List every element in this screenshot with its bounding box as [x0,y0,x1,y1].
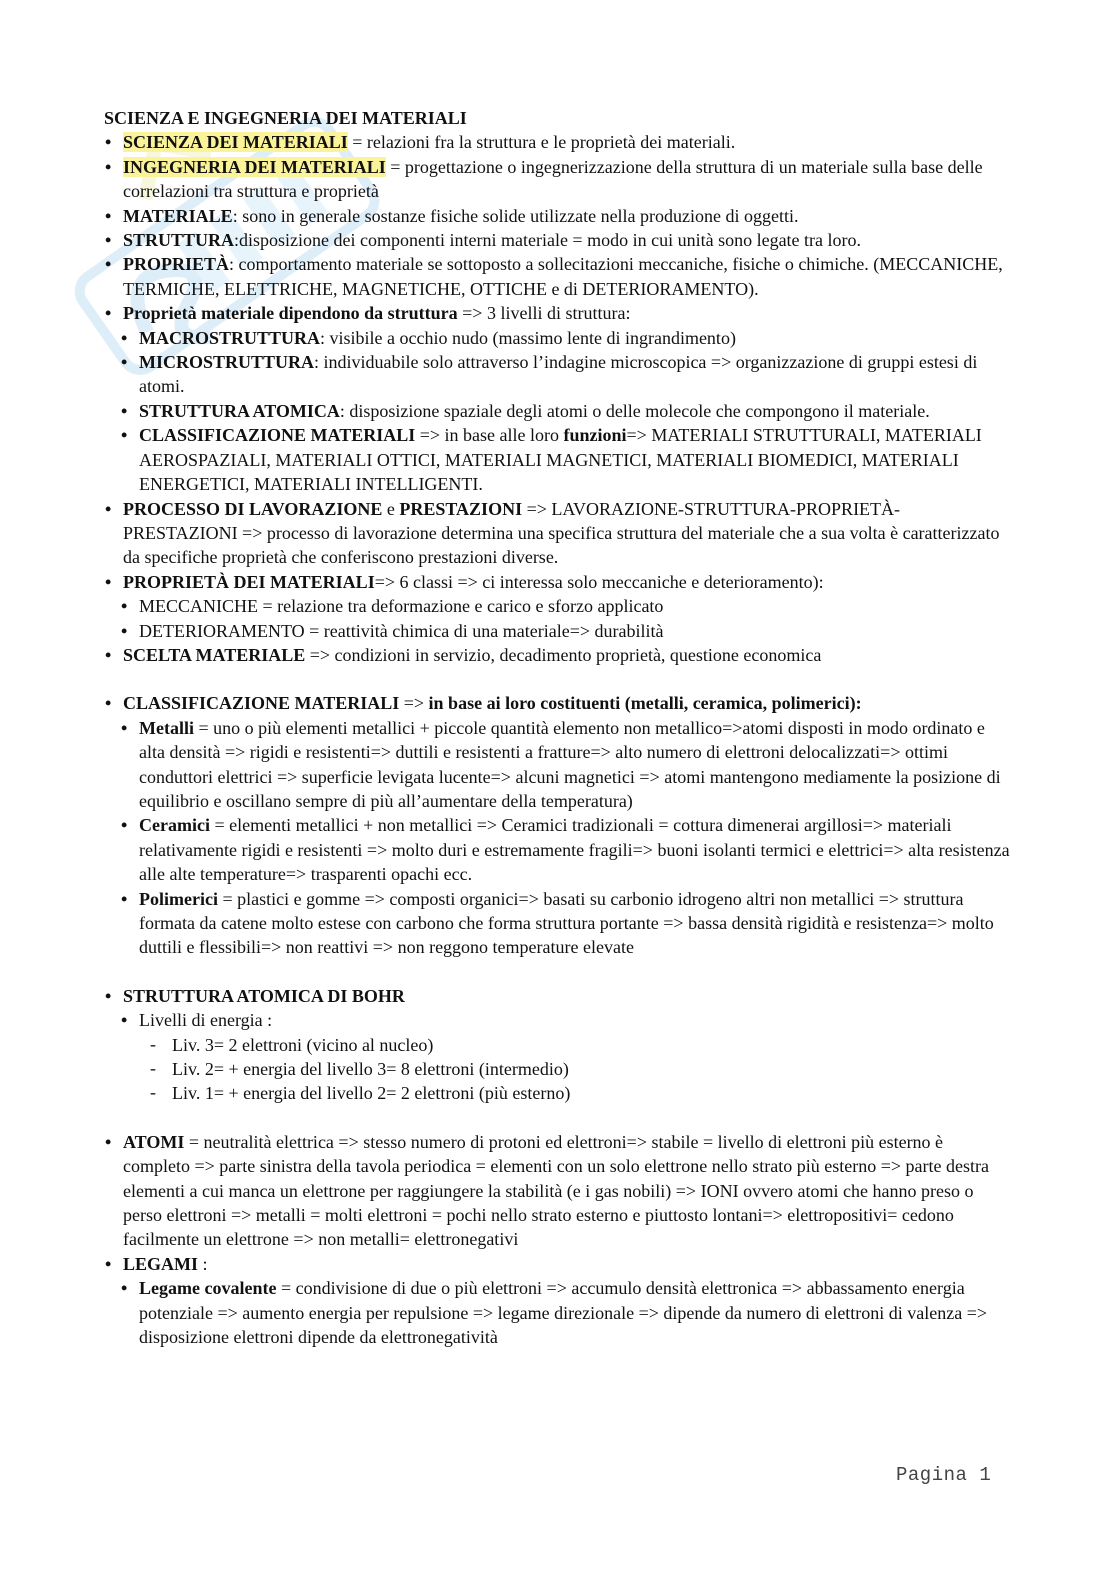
list-item: • PROCESSO DI LAVORAZIONE e PRESTAZIONI => LAVORAZIONE-STRUTTURA-PROPRIETÀ-PRESTAZIONI => processo di lavorazione determina una specifica struttura del materiale che a sua volta è caratterizzato da specifiche proprietà che conferiscono prestazioni diverse. [104,497,1010,570]
list-item: • LEGAMI : [104,1252,1010,1276]
sub-list-item: • Metalli = uno o più elementi metallici + piccole quantità elemento non metallico=>atomi disposti in modo ordinato e alta densità => rigidi e resistenti=> duttili e resistenti a fratture=> alto numero di elettroni delocalizzati=> ottimi conduttori elettrici => superficie levigata lucente=> alcuni magnetici => atomi mantengono mediamente la posizione di equilibrio e oscillano sempre di più all’aumentare della temperatura) [104,716,1010,814]
list-item: • MATERIALE: sono in generale sostanze fisiche solide utilizzate nella produzione di oggetti. [104,204,1010,228]
sub-list-item: • Legame covalente = condivisione di due o più elettroni => accumulo densità elettronica => abbassamento energia potenziale => aumento energia per repulsione => legame direzionale => dipende da numero di elettroni di valenza => disposizione elettroni dipende da elettronegatività [104,1276,1010,1349]
dash-item: - Liv. 1= + energia del livello 2= 2 elettroni (più esterno) [104,1081,1010,1105]
sub-list-item: • Livelli di energia : [104,1008,1010,1032]
list-item: • CLASSIFICAZIONE MATERIALI => in base ai loro costituenti (metalli, ceramica, polimerici): [104,691,1010,715]
page-number: Pagina 1 [896,1464,992,1486]
list-item: • PROPRIETÀ: comportamento materiale se sottoposto a sollecitazioni meccaniche, fisiche o chimiche. (MECCANICHE, TERMICHE, ELETTRICHE, MAGNETICHE, OTTICHE e di DETERIORAMENTO). [104,252,1010,301]
sub-list-item: • MACROSTRUTTURA: visibile a occhio nudo (massimo lente di ingrandimento) [104,326,1010,350]
list-item: • STRUTTURA:disposizione dei componenti interni materiale = modo in cui unità sono legate tra loro. [104,228,1010,252]
sub-list-item: • CLASSIFICAZIONE MATERIALI => in base alle loro funzioni=> MATERIALI STRUTTURALI, MATERIALI AEROSPAZIALI, MATERIALI OTTICI, MATERIALI MAGNETICI, MATERIALI BIOMEDICI, MATERIALI ENERGETICI, MATERIALI INTELLIGENTI. [104,423,1010,496]
sub-list-item: • DETERIORAMENTO = reattività chimica di una materiale=> durabilità [104,619,1010,643]
main-list [104,130,1010,667]
list-item: • INGEGNERIA DEI MATERIALI = progettazione o ingegnerizzazione della struttura di un materiale sulla base delle correlazioni tra struttura e proprietà [104,155,1010,204]
spacer [104,960,1010,984]
sub-list-item: • STRUTTURA ATOMICA: disposizione spaziale degli atomi o delle molecole che compongono il materiale. [104,399,1010,423]
list-item: • SCELTA MATERIALE => condizioni in servizio, decadimento proprietà, questione economica [104,643,1010,667]
sub-list-item: • MICROSTRUTTURA: individuabile solo attraverso l’indagine microscopica => organizzazione di gruppi estesi di atomi. [104,350,1010,399]
dash-item: - Liv. 2= + energia del livello 3= 8 elettroni (intermedio) [104,1057,1010,1081]
list-item: • Proprietà materiale dipendono da struttura => 3 livelli di struttura: [104,301,1010,325]
sub-list-item: • MECCANICHE = relazione tra deformazione e carico e sforzo applicato [104,594,1010,618]
list-item: • SCIENZA DEI MATERIALI = relazioni fra la struttura e le proprietà dei materiali. [104,130,1010,154]
document-body [104,106,1010,1350]
dash-item: - Liv. 3= 2 elettroni (vicino al nucleo) [104,1033,1010,1057]
sub-list-item: • Polimerici = plastici e gomme => composti organici=> basati su carbonio idrogeno altri non metallici => struttura formata da catene molto estese con carbono che forma struttura portante => bassa densità rigidità e resistenza=> molto duttili e flessibili=> non reattivi => non reggono temperature elevate [104,887,1010,960]
page-title: SCIENZA E INGEGNERIA DEI MATERIALI [104,108,467,128]
list-item: • ATOMI = neutralità elettrica => stesso numero di protoni ed elettroni=> stabile = livello di elettroni più esterno è completo => parte sinistra della tavola periodica = elementi con un solo elettrone nello strato più esterno => parte destra elementi a cui manca un elettrone per raggiungere la stabilità (e i gas nobili) => IONI ovvero atomi che hanno preso o perso elettroni => metalli = molti elettroni = pochi nello strato esterno e piuttosto lontani=> elettropositivi= cedono facilmente un elettrone => non metalli= elettronegativi [104,1130,1010,1252]
spacer [104,1106,1010,1130]
bohr-list [104,984,1010,1106]
list-item: • PROPRIETÀ DEI MATERIALI=> 6 classi => ci interessa solo meccaniche e deterioramento): [104,570,1010,594]
list-item: • STRUTTURA ATOMICA DI BOHR [104,984,1010,1008]
sub-list-item: • Ceramici = elementi metallici + non metallici => Ceramici tradizionali = cottura dimenerai argillosi=> materiali relativamente rigidi e resistenti => molto duri e estremamente fragili=> buoni isolanti termici e elettrici=> alta resistenza alle alte temperature=> trasparenti opachi ecc. [104,813,1010,886]
atoms-list [104,1130,1010,1350]
spacer [104,667,1010,691]
materials-list [104,691,1010,959]
